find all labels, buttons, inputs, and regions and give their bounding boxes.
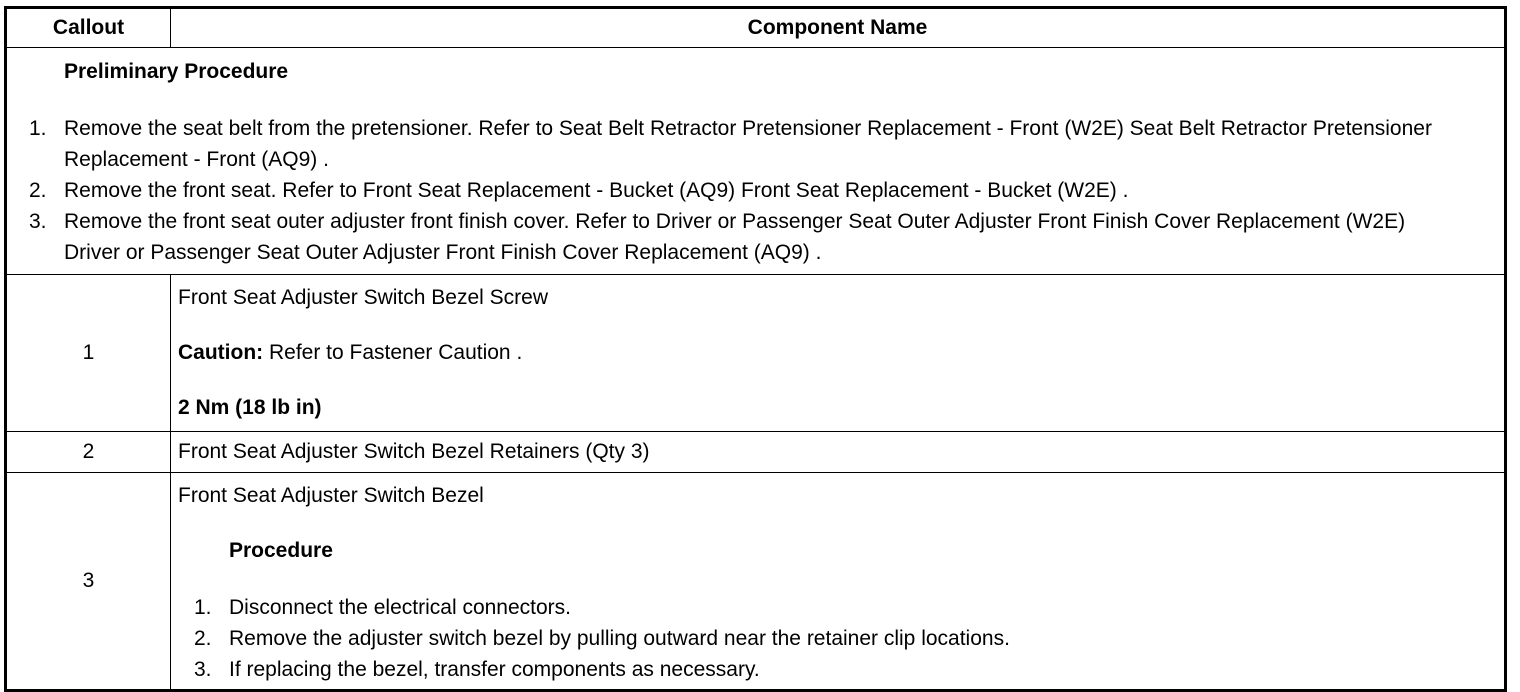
step-text: Remove the adjuster switch bezel by pulling outward near the retainer clip locations.: [229, 627, 1010, 650]
step-number: 2.: [194, 627, 212, 650]
callout-cell: 2: [6, 432, 171, 473]
header-row: [6, 8, 1506, 48]
list-item: [178, 654, 1504, 685]
caution-note: [178, 339, 1504, 367]
header-component-name: Component Name: [171, 8, 1506, 48]
callout-cell: 1: [6, 275, 171, 432]
list-item: [7, 113, 1504, 175]
list-item: [178, 623, 1504, 654]
header-callout: Callout: [6, 8, 171, 48]
step-number: 1.: [29, 117, 47, 140]
preliminary-row: [6, 48, 1506, 275]
list-item: [178, 592, 1504, 623]
callout-cell: 3: [6, 473, 171, 691]
step-text: Disconnect the electrical connectors.: [229, 596, 571, 619]
component-cell: [171, 473, 1506, 691]
table-row: [6, 473, 1506, 691]
component-name: Front Seat Adjuster Switch Bezel Screw: [178, 286, 548, 309]
component-table: [4, 6, 1507, 692]
step-number: 2.: [29, 179, 47, 202]
preliminary-cell: [6, 48, 1506, 275]
component-cell: [171, 275, 1506, 432]
list-item: [7, 206, 1504, 268]
step-text: Remove the seat belt from the pretensioner. Refer to Seat Belt Retractor Pretensioner Replacement - Front (W2E) Seat Belt Retractor Pretensioner Replacement - Front (AQ9) .: [64, 117, 1432, 171]
step-number: 3.: [194, 658, 212, 681]
procedure-title: Procedure: [229, 539, 333, 562]
preliminary-title: Preliminary Procedure: [64, 60, 289, 83]
caution-label: Caution:: [178, 341, 264, 364]
step-text: If replacing the bezel, transfer components as necessary.: [229, 658, 760, 681]
step-number: 1.: [194, 596, 212, 619]
step-text: Remove the front seat. Refer to Front Seat Replacement - Bucket (AQ9) Front Seat Replacement - Bucket (W2E) .: [64, 179, 1129, 202]
component-name: Front Seat Adjuster Switch Bezel: [178, 484, 484, 507]
table-row: [6, 432, 1506, 473]
table-row: [6, 275, 1506, 432]
component-name: Front Seat Adjuster Switch Bezel Retainers (Qty 3): [178, 440, 650, 463]
component-cell: [171, 432, 1506, 473]
torque-spec: 2 Nm (18 lb in): [178, 396, 322, 419]
step-text: Remove the front seat outer adjuster front finish cover. Refer to Driver or Passenger Seat Outer Adjuster Front Finish Cover Replacement (W2E) Driver or Passenger Seat Outer Adjuster Front Finish Cover Replacement (AQ9) .: [64, 210, 1406, 264]
preliminary-steps: [7, 113, 1504, 268]
list-item: [7, 175, 1504, 206]
procedure-steps: [178, 592, 1504, 685]
step-number: 3.: [29, 210, 47, 233]
caution-text: Refer to Fastener Caution .: [263, 341, 523, 364]
